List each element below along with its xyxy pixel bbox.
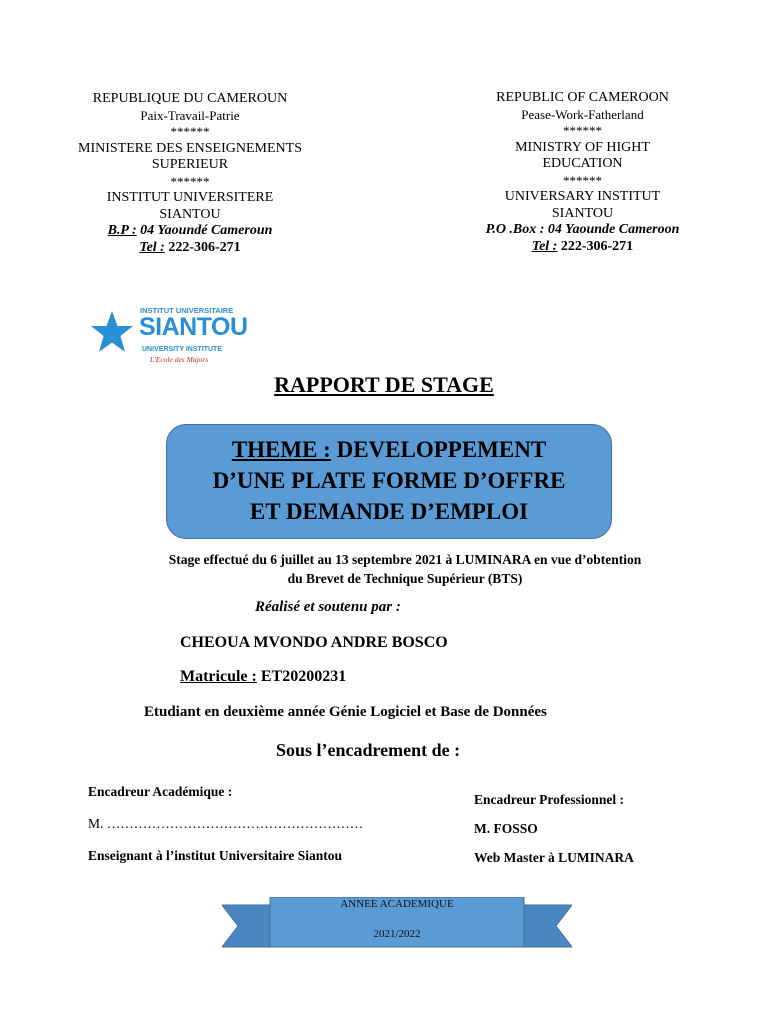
tel-en-label: Tel : — [531, 238, 558, 254]
star-icon — [90, 310, 134, 354]
theme-line3: ET DEMANDE D’EMPLOI — [249, 499, 529, 524]
logo-line2: SIANTOU — [139, 313, 248, 341]
motto-fr: Paix-Travail-Patrie — [140, 107, 240, 123]
separator-en-2: ****** — [563, 172, 602, 188]
academic-year-label: ANNEE ACADEMIQUE — [340, 898, 454, 910]
theme-line1 — [167, 434, 611, 465]
separator-fr-1: ****** — [170, 124, 210, 139]
ministry-fr-line2: SUPERIEUR — [151, 157, 229, 172]
academic-supervisor-label: Encadreur Académique : — [88, 784, 233, 799]
republic-en: REPUBLIC OF CAMEROON — [496, 90, 669, 105]
matricule-value: ET20200231 — [256, 668, 347, 685]
institute-fr-line1: INSTITUT UNIVERSITERE — [106, 190, 274, 205]
motto-en: Pease-Work-Fatherland — [521, 106, 644, 122]
bp-fr — [40, 223, 340, 240]
tel-fr-label: Tel : — [139, 239, 165, 255]
stage-info-line2: du Brevet de Technique Supérieur (BTS) — [287, 571, 523, 586]
ministry-fr-line1: MINISTERE DES ENSEIGNEMENTS — [78, 140, 302, 156]
institute-en-line2: SIANTOU — [551, 205, 614, 221]
theme-box — [166, 424, 612, 539]
professional-supervisor-role: Web Master à LUMINARA — [474, 850, 634, 865]
tel-en-value: 222-306-271 — [557, 238, 634, 254]
academic-supervisor-name: M. ………………………………………………… — [88, 816, 364, 831]
institute-fr-line2: SIANTOU — [159, 206, 221, 222]
header-english — [415, 90, 750, 255]
theme-line1-text: DEVELOPPEMENT — [330, 437, 547, 462]
professional-supervisor-name: M. FOSSO — [474, 821, 538, 836]
realise-par: Réalisé et soutenu par : — [255, 599, 401, 615]
document-title: RAPPORT DE STAGE — [274, 372, 494, 397]
student-program: Etudiant en deuxième année Génie Logiciel et Base de Données — [144, 704, 547, 720]
tel-en — [415, 239, 750, 256]
tel-fr-value: 222-306-271 — [164, 239, 241, 255]
supervision-heading: Sous l’encadrement de : — [276, 740, 461, 760]
professional-supervisor-label: Encadreur Professionnel : — [474, 792, 625, 807]
tel-fr — [40, 240, 340, 257]
ministry-en-line1: MINISTRY OF HIGHT — [515, 139, 650, 155]
stage-info-line1: Stage effectué du 6 juillet au 13 septembre 2021 à LUMINARA en vue d’obtention — [168, 552, 642, 567]
logo-line3: UNIVERSITY INSTITUTE — [142, 346, 222, 353]
academic-year-value: 2021/2022 — [373, 928, 421, 940]
header-french — [40, 91, 340, 256]
student-name: CHEOUA MVONDO ANDRE BOSCO — [180, 634, 448, 651]
theme-label: THEME : — [231, 437, 331, 462]
matricule — [180, 668, 346, 686]
po-box-en: P.O .Box : 04 Yaounde Cameroon — [485, 222, 680, 237]
academic-supervisor-role: Enseignant à l’institut Universitaire Siantou — [88, 848, 343, 863]
ministry-en-line2: EDUCATION — [542, 156, 623, 171]
siantou-logo — [90, 306, 248, 372]
logo-line1: INSTITUT UNIVERSITAIRE — [140, 306, 234, 315]
separator-en-1: ****** — [563, 123, 602, 138]
stage-info — [100, 550, 710, 588]
theme-line2: D’UNE PLATE FORME D’OFFRE — [212, 468, 566, 493]
institute-en-line1: UNIVERSARY INSTITUT — [504, 189, 661, 204]
separator-fr-2: ****** — [170, 173, 210, 189]
republic-fr: REPUBLIQUE DU CAMEROUN — [92, 91, 288, 106]
matricule-label: Matricule : — [180, 668, 257, 685]
bp-value: 04 Yaoundé Cameroun — [136, 223, 273, 238]
logo-tagline: L'Ecole des Majors — [150, 355, 209, 364]
bp-label: B.P : — [107, 223, 137, 238]
